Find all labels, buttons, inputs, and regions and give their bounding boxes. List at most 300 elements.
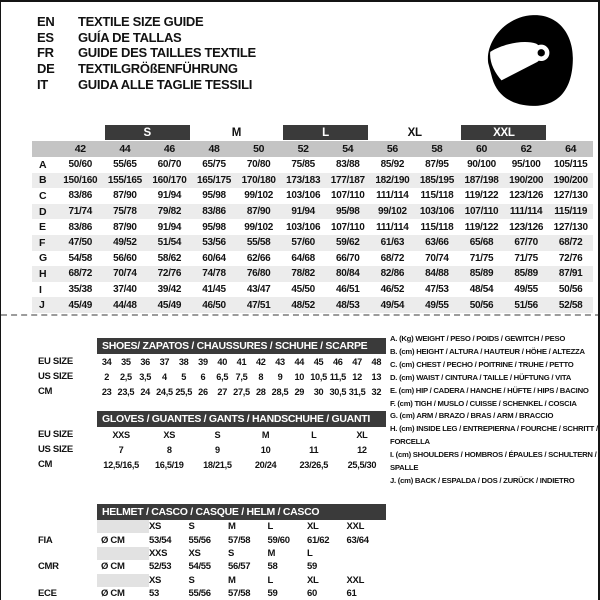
measurement-value: 190/200: [553, 174, 588, 186]
helmet-standard-label: ECE: [38, 588, 57, 600]
measurement-value: 87/91: [558, 268, 583, 280]
legend-item: C. (cm) CHEST / PECHO / POITRINE / TRUHE / PETTO: [390, 359, 574, 369]
shoes-value: 29: [294, 386, 305, 397]
gloves-row: [32, 427, 386, 442]
language-title: TEXTILGRÖßENFÜHRUNG: [78, 61, 238, 77]
language-row: [37, 76, 256, 92]
size-number: 42: [74, 143, 86, 155]
shoes-value: 2,5: [119, 371, 132, 382]
measurement-value: 111/114: [376, 190, 409, 202]
helmet-size-label: M: [228, 574, 236, 586]
helmet-value: 56/57: [228, 561, 251, 573]
shoes-row: [32, 354, 386, 369]
size-number: 56: [386, 143, 398, 155]
shoes-row-label: US SIZE: [38, 371, 73, 382]
size-number: 60: [475, 143, 488, 155]
gloves-row-label: EU SIZE: [38, 429, 73, 440]
measurement-value: 76/80: [246, 268, 271, 280]
measurement-value: 46/51: [336, 284, 360, 296]
size-number: 48: [208, 143, 220, 155]
measurement-row-label: I: [39, 283, 42, 296]
helmet-standard-label: FIA: [38, 534, 53, 546]
shoes-value: 24,5: [156, 386, 173, 397]
measurement-value: 119/122: [464, 190, 499, 202]
size-number: 50: [253, 143, 265, 155]
measurement-value: 107/110: [464, 206, 499, 218]
measurement-value: 115/118: [420, 221, 454, 233]
language-row: [37, 45, 256, 61]
helmet-size-row-spacer: [32, 574, 97, 587]
shoes-value: 28: [255, 386, 266, 397]
helmet-value: 59: [267, 588, 278, 600]
shoes-value: 8: [258, 371, 264, 382]
helmet-header-spacer: [32, 504, 97, 520]
measurement-value: 105/115: [553, 159, 588, 171]
shoes-value: 26: [198, 386, 208, 397]
measurement-value: 190/200: [509, 174, 544, 186]
helmet-value: 55/56: [188, 588, 211, 600]
measurement-value: 61/63: [380, 237, 405, 249]
measurement-value: 95/98: [202, 190, 226, 202]
measurement-value: 45/49: [68, 299, 93, 311]
language-row: [37, 30, 256, 46]
size-number: 46: [163, 143, 175, 155]
measurement-value: 62/66: [246, 252, 271, 264]
shoes-value: 25,5: [175, 386, 193, 397]
measurement-value: 71/75: [514, 252, 538, 264]
shoes-value: 38: [178, 356, 189, 367]
legend-item: D. (cm) WAIST / CINTURA / TAILLE / HÜFTUNG / VITA: [390, 372, 572, 382]
gloves-row-label: US SIZE: [38, 444, 73, 455]
shoes-value: 41: [236, 356, 247, 367]
measurement-value: 66/70: [336, 252, 360, 264]
helmet-value: 58: [267, 561, 278, 573]
shoes-row: [32, 369, 386, 384]
helmet-size-row: [32, 574, 386, 587]
helmet-size-row-spacer: [32, 520, 97, 533]
measurement-value: 67/70: [514, 237, 538, 249]
legend-item: E. (cm) HIP / CADERA / HANCHE / HÜFTE / HIPS / BACINO: [390, 385, 589, 395]
gloves-value: 10: [260, 444, 271, 455]
helmet-size-label: L: [267, 574, 274, 586]
gloves-value: 9: [215, 444, 220, 455]
legend-item: I. (cm) SHOULDERS / HOMBROS / ÉPAULES / SCHULTERN / SPALLE: [390, 450, 597, 473]
size-group-label: L: [283, 125, 368, 140]
measurement-value: 49/55: [514, 284, 538, 296]
shoes-value: 27: [217, 386, 228, 397]
shoes-value: 28,5: [271, 386, 289, 397]
measurement-row-label: H: [39, 267, 47, 280]
helmet-value: 60: [307, 588, 317, 600]
measurement-value: 49/54: [380, 299, 405, 311]
measurement-value: 46/50: [202, 299, 226, 311]
measurement-value: 72/76: [157, 268, 182, 280]
language-title: GUÍA DE TALLAS: [78, 29, 182, 45]
shoes-table-title: SHOES/ ZAPATOS / CHAUSSURES / SCHUHE / SCARPE: [97, 338, 386, 354]
size-group-label: XXL: [461, 125, 546, 140]
helmet-size-label: S: [188, 574, 195, 586]
measurement-row-label: A: [39, 158, 47, 171]
measurement-value: 87/95: [425, 159, 449, 171]
helmet-size-label: S: [228, 547, 235, 559]
measurement-value: 68/72: [68, 268, 93, 280]
legend-item: A. (Kg) WEIGHT / PESO / POIDS / GEWITCH / PESO: [390, 334, 566, 343]
measurement-value: 44/48: [113, 299, 137, 311]
gloves-table-title: GLOVES / GUANTES / GANTS / HANDSCHUHE / GUANTI: [97, 411, 386, 427]
shoes-value: 39: [198, 356, 208, 367]
shoes-value: 10: [294, 371, 305, 382]
shoes-value: 23,5: [117, 386, 135, 397]
gloves-value: L: [311, 429, 317, 440]
measurement-value: 95/100: [511, 159, 541, 171]
shoes-value: 23: [101, 386, 112, 397]
shoes-value: 24: [140, 386, 150, 397]
measurement-row-label: G: [39, 252, 47, 265]
measurement-value: 90/100: [467, 159, 496, 171]
language-title: TEXTILE SIZE GUIDE: [78, 14, 204, 30]
measurement-value: 55/65: [113, 159, 137, 171]
helmet-size-label: XL: [307, 574, 319, 586]
helmet-size-label: XXL: [346, 521, 365, 533]
measurement-value: 165/175: [197, 174, 232, 186]
helmet-size-row-spacer: [32, 547, 97, 560]
measurement-value: 57/60: [291, 237, 315, 249]
measurement-value: 80/84: [336, 268, 360, 280]
size-number: 54: [342, 143, 354, 155]
measurement-value: 52/58: [558, 299, 583, 311]
measurement-value: 35/38: [68, 284, 93, 296]
size-number: 62: [520, 143, 532, 155]
measurement-value: 49/55: [425, 299, 449, 311]
helmet-value: 57/58: [228, 534, 251, 546]
helmet-section: [32, 574, 386, 600]
measurement-value: 155/165: [107, 174, 142, 186]
shoes-row-label: EU SIZE: [38, 356, 73, 367]
measurement-value: 99/102: [377, 206, 407, 218]
shoes-value: 46: [333, 356, 343, 367]
shoes-size-table: [32, 338, 386, 399]
measurement-value: 63/66: [425, 237, 449, 249]
helmet-value: 53: [149, 588, 159, 600]
measurement-value: 45/49: [157, 299, 182, 311]
measurement-value: 51/54: [157, 237, 182, 249]
helmet-size-label: XXS: [149, 547, 168, 559]
helmet-size-label: XXL: [346, 574, 365, 586]
helmet-size-row: [32, 520, 386, 533]
shoes-value: 31,5: [348, 386, 366, 397]
gloves-rows: [32, 427, 386, 472]
gloves-value: 25,5/30: [347, 459, 377, 470]
measurement-value: 170/180: [241, 174, 276, 186]
measurement-value: 45/50: [291, 284, 315, 296]
measurement-value: 56/60: [113, 252, 137, 264]
shoes-value: 9: [277, 371, 283, 382]
language-title: GUIDA ALLE TAGLIE TESSILI: [78, 76, 253, 92]
measurement-value: 50/56: [558, 284, 583, 296]
measurement-value: 83/86: [202, 206, 226, 218]
language-row: [37, 61, 256, 77]
measurement-value: 65/75: [202, 159, 226, 171]
language-code: DE: [37, 61, 55, 77]
shoes-value: 36: [140, 356, 150, 367]
measurement-value: 127/130: [553, 190, 588, 202]
shoes-value: 30,5: [329, 386, 347, 397]
shoes-value: 3,5: [139, 371, 152, 382]
gloves-header-row: [32, 411, 386, 427]
measurement-value: 41/45: [202, 284, 226, 296]
size-number: 52: [297, 143, 309, 155]
shoes-value: 47: [352, 356, 362, 367]
measurement-value: 177/187: [330, 174, 365, 186]
measurement-row: [32, 235, 593, 251]
measurement-value: 127/130: [553, 221, 588, 233]
racing-helmet-icon: [478, 10, 580, 112]
size-group-label: XL: [407, 126, 422, 139]
measurement-value: 55/58: [246, 237, 271, 249]
measurement-value: 103/106: [286, 190, 321, 202]
helmet-header-row: [32, 504, 386, 520]
measurement-row-label: D: [39, 205, 47, 218]
measurement-row: [32, 251, 593, 267]
measurement-value: 64/68: [291, 252, 315, 264]
measurement-row: [32, 219, 593, 235]
measurement-value: 68/72: [380, 252, 405, 264]
shoes-value: 7,5: [235, 371, 248, 382]
section-divider: [1, 314, 600, 316]
shoes-value: 44: [294, 356, 305, 367]
gloves-row: [32, 457, 386, 472]
gloves-value: 12: [357, 444, 367, 455]
legend-item: B. (cm) HEIGHT / ALTURA / HAUTEUR / HÖHE / ALTEZZA: [390, 346, 585, 356]
measurement-value: 91/94: [291, 206, 315, 218]
shoes-value: 11,5: [329, 371, 346, 382]
gloves-header-spacer: [32, 411, 97, 427]
measurement-value: 115/118: [420, 190, 454, 202]
helmet-value: 61: [346, 588, 357, 600]
shoes-value: 48: [371, 356, 382, 367]
shoes-value: 12: [352, 371, 362, 382]
helmet-standard-label: CMR: [38, 561, 59, 573]
language-header: [37, 14, 256, 92]
measurement-value: 107/110: [331, 221, 365, 233]
measurement-row: [32, 282, 593, 298]
measurement-value: 91/94: [157, 221, 182, 233]
measurement-value: 60/64: [202, 252, 226, 264]
legend-item: H. (cm) INSIDE LEG / ENTREPIERNA / FOURCHE / SCHRITT / FORCELLA: [390, 424, 598, 447]
measurement-value: 95/98: [336, 206, 360, 218]
helmet-value-row: [32, 587, 386, 600]
measurement-value: 85/89: [514, 268, 538, 280]
shoes-header-spacer: [32, 338, 97, 354]
gloves-value: M: [261, 429, 270, 440]
helmet-section: [32, 547, 386, 574]
helmet-size-label: S: [188, 521, 195, 533]
measurement-value: 87/90: [113, 190, 137, 202]
measurement-value: 150/160: [63, 174, 98, 186]
measurement-row: [32, 297, 593, 313]
helmet-value: [347, 560, 387, 573]
measurement-value: 83/86: [68, 221, 93, 233]
language-code: FR: [37, 45, 54, 61]
measurement-value: 53/56: [202, 237, 226, 249]
measurement-value: 65/68: [469, 237, 494, 249]
shoes-value: 45: [313, 356, 324, 367]
shoes-header-row: [32, 338, 386, 354]
helmet-value: 54/55: [188, 561, 211, 573]
measurement-value: 85/89: [469, 268, 494, 280]
shoes-value: 10,5: [310, 371, 327, 382]
shoes-value: 27,5: [233, 386, 250, 397]
measurement-value: 70/80: [246, 159, 271, 171]
measurement-row: [32, 266, 593, 282]
helmet-unit-label: Ø CM: [101, 561, 125, 573]
measurement-row: [32, 173, 593, 189]
measurement-value: 46/52: [380, 284, 405, 296]
apparel-size-table: [32, 124, 593, 313]
shoes-value: 13: [371, 371, 382, 382]
helmet-value: 63/64: [346, 534, 369, 546]
helmet-size-label: L: [267, 521, 274, 533]
measurement-value: 70/74: [425, 252, 449, 264]
helmet-size-row: [32, 547, 386, 560]
language-code: ES: [37, 29, 54, 45]
helmet-value-row: [32, 560, 386, 573]
measurement-value: 50/56: [469, 299, 494, 311]
measurement-value: 47/53: [425, 284, 449, 296]
group-row-spacer: [32, 124, 103, 141]
size-number-row: [32, 141, 593, 157]
measurement-value: 75/78: [113, 206, 137, 218]
size-group-label: S: [105, 125, 190, 140]
measurement-value: 87/90: [246, 206, 271, 218]
measurement-value: 119/122: [464, 221, 499, 233]
gloves-size-table: [32, 411, 386, 472]
shoes-row-label: CM: [38, 386, 53, 397]
gloves-value: 18/21,5: [203, 459, 232, 470]
shoes-value: 4: [162, 371, 167, 382]
helmet-size-label: XS: [149, 574, 162, 586]
size-group-label: M: [231, 126, 241, 139]
measurement-value: 71/74: [68, 206, 93, 218]
measurement-value: 68/72: [558, 237, 583, 249]
measurement-row-label: C: [39, 189, 47, 202]
measurement-value: 84/88: [425, 268, 449, 280]
shoes-value: 35: [121, 356, 131, 367]
helmet-value: 59: [307, 561, 317, 573]
helmet-size-table: [32, 504, 386, 600]
measurement-value: 185/195: [419, 174, 454, 186]
legend-item: J. (cm) BACK / ESPALDA / DOS / ZURÜCK / INDIETRO: [390, 475, 575, 485]
helmet-sections: [32, 520, 386, 600]
shoes-value: 40: [217, 356, 228, 367]
measurement-value: 43/47: [246, 284, 271, 296]
shoes-value: 42: [255, 356, 266, 367]
shoes-value: 43: [275, 356, 285, 367]
helmet-size-label: L: [307, 547, 313, 559]
language-title: GUIDE DES TAILLES TEXTILE: [78, 45, 256, 61]
measurement-value: 37/40: [113, 284, 137, 296]
measurement-value: 47/50: [68, 237, 93, 249]
helmet-unit-spacer: [97, 574, 149, 587]
measurement-value: 95/98: [202, 221, 226, 233]
helmet-value: 52/53: [149, 561, 172, 573]
helmet-size-label: M: [228, 521, 236, 533]
size-number: 58: [431, 143, 443, 155]
gloves-value: 7: [118, 444, 124, 455]
helmet-size-label: XS: [188, 547, 201, 559]
measurement-row: [32, 188, 593, 204]
measurement-value: 187/198: [464, 174, 499, 186]
shoes-value: 30: [313, 386, 324, 397]
measurement-legend: [390, 333, 598, 488]
shoes-rows: [32, 354, 386, 399]
measurement-value: 115/119: [554, 206, 588, 218]
helmet-unit-label: Ø CM: [101, 534, 125, 546]
helmet-size-label: [347, 547, 387, 560]
measurement-value: 123/126: [509, 190, 544, 202]
measurement-value: 111/114: [376, 221, 409, 233]
measurement-value: 85/92: [380, 159, 405, 171]
measurement-value: 107/110: [331, 190, 365, 202]
measurement-value: 39/42: [157, 284, 182, 296]
measurement-row: [32, 157, 593, 173]
measurement-value: 123/126: [509, 221, 544, 233]
gloves-value: 20/24: [254, 459, 277, 470]
measurement-value: 99/102: [244, 190, 274, 202]
size-number: 44: [119, 143, 131, 155]
language-code: EN: [37, 14, 55, 30]
measurement-value: 49/52: [113, 237, 137, 249]
measurement-row-label: B: [39, 174, 47, 187]
helmet-unit-spacer: [97, 547, 149, 560]
helmet-value: 57/58: [228, 588, 251, 600]
measurement-value: 58/62: [157, 252, 182, 264]
measurement-value: 71/75: [469, 252, 494, 264]
measurement-value: 78/82: [291, 268, 315, 280]
measurement-value: 82/86: [380, 268, 405, 280]
shoes-value: 2: [104, 371, 110, 382]
legend-item: F. (cm) TIGH / MUSLO / CUISSE / SCHENKEL / COSCIA: [390, 398, 577, 408]
measurement-value: 48/53: [336, 299, 360, 311]
measurement-value: 99/102: [244, 221, 274, 233]
measurement-row-label: E: [39, 221, 46, 234]
measurement-value: 160/170: [152, 174, 187, 186]
measurement-value: 91/94: [157, 190, 182, 202]
shoes-row: [32, 384, 386, 399]
shoes-value: 32: [371, 386, 382, 397]
measurement-row-label: F: [39, 236, 46, 249]
gloves-value: S: [214, 429, 221, 440]
measurement-value: 79/82: [157, 206, 182, 218]
gloves-value: XS: [163, 429, 176, 440]
gloves-row-label: CM: [38, 459, 53, 470]
helmet-value: 61/62: [307, 534, 330, 546]
measurement-value: 103/106: [286, 221, 321, 233]
gloves-value: 8: [166, 444, 172, 455]
shoes-value: 34: [101, 356, 112, 367]
measurement-row-label: J: [39, 299, 45, 312]
helmet-value: 55/56: [188, 534, 211, 546]
helmet-size-label: XS: [149, 521, 162, 533]
measurement-value: 87/90: [113, 221, 137, 233]
helmet-size-label: M: [267, 547, 276, 559]
measurement-value: 72/76: [558, 252, 583, 264]
measurement-value: 111/114: [509, 206, 543, 218]
helmet-unit-spacer: [97, 520, 149, 533]
size-group-row: [32, 124, 593, 141]
shoes-value: 5: [181, 371, 187, 382]
gloves-row: [32, 442, 386, 457]
